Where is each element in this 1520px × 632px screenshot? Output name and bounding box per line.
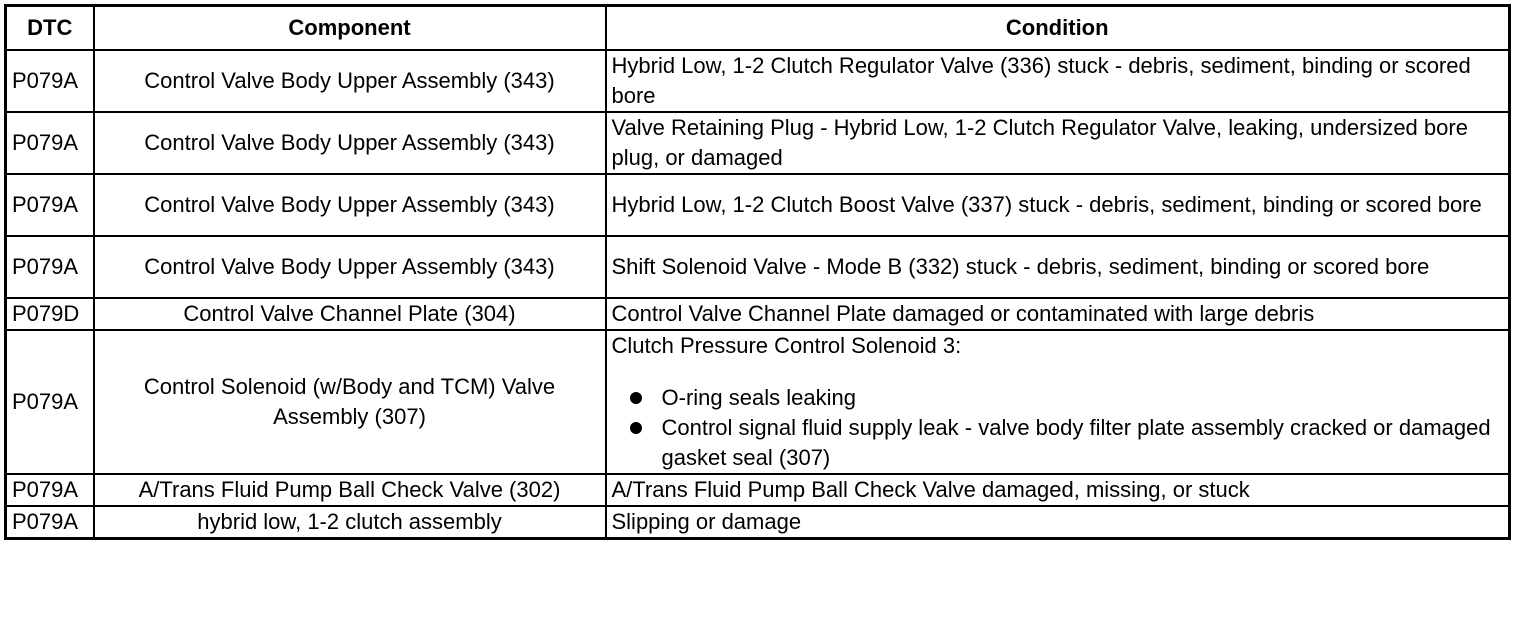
bullet-icon	[630, 422, 642, 434]
table-row	[6, 474, 1510, 506]
list-item	[612, 413, 1504, 473]
bullet-icon	[630, 392, 642, 404]
header-condition: Condition	[606, 6, 1510, 51]
bullet-text: Control signal fluid supply leak - valve body filter plate assembly cracked or damaged gasket seal (307)	[661, 415, 1491, 470]
table-row	[6, 174, 1510, 236]
dtc-cell: P079A	[6, 330, 94, 474]
condition-cell: Hybrid Low, 1-2 Clutch Regulator Valve (336) stuck - debris, sediment, binding or scored bore	[606, 50, 1510, 112]
dtc-table	[4, 4, 1511, 540]
table-row	[6, 236, 1510, 298]
dtc-cell: P079A	[6, 236, 94, 298]
component-cell: A/Trans Fluid Pump Ball Check Valve (302)	[94, 474, 606, 506]
component-cell: Control Valve Body Upper Assembly (343)	[94, 174, 606, 236]
list-item	[612, 383, 1504, 413]
condition-cell: Hybrid Low, 1-2 Clutch Boost Valve (337) stuck - debris, sediment, binding or scored bore	[606, 174, 1510, 236]
dtc-table-wrapper	[4, 4, 1511, 540]
table-header-row	[6, 6, 1510, 51]
dtc-cell: P079A	[6, 506, 94, 539]
dtc-cell: P079A	[6, 112, 94, 174]
component-cell: Control Valve Body Upper Assembly (343)	[94, 112, 606, 174]
dtc-cell: P079A	[6, 174, 94, 236]
dtc-cell: P079D	[6, 298, 94, 330]
condition-cell: Shift Solenoid Valve - Mode B (332) stuck - debris, sediment, binding or scored bore	[606, 236, 1510, 298]
condition-cell: A/Trans Fluid Pump Ball Check Valve damaged, missing, or stuck	[606, 474, 1510, 506]
component-cell: Control Valve Channel Plate (304)	[94, 298, 606, 330]
dtc-cell: P079A	[6, 50, 94, 112]
table-row	[6, 330, 1510, 474]
table-row	[6, 298, 1510, 330]
condition-cell: Valve Retaining Plug - Hybrid Low, 1-2 Clutch Regulator Valve, leaking, undersized bore plug, or damaged	[606, 112, 1510, 174]
condition-cell: Slipping or damage	[606, 506, 1510, 539]
component-cell: Control Valve Body Upper Assembly (343)	[94, 236, 606, 298]
header-dtc: DTC	[6, 6, 94, 51]
condition-cell	[606, 330, 1510, 474]
header-component: Component	[94, 6, 606, 51]
bullet-text: O-ring seals leaking	[661, 385, 856, 410]
condition-cell: Control Valve Channel Plate damaged or contaminated with large debris	[606, 298, 1510, 330]
table-row	[6, 112, 1510, 174]
condition-bullet-list	[612, 383, 1504, 473]
component-cell: Control Valve Body Upper Assembly (343)	[94, 50, 606, 112]
table-row	[6, 506, 1510, 539]
dtc-cell: P079A	[6, 474, 94, 506]
component-cell: Control Solenoid (w/Body and TCM) Valve Assembly (307)	[94, 330, 606, 474]
condition-intro-text: Clutch Pressure Control Solenoid 3:	[611, 333, 962, 358]
component-cell: hybrid low, 1-2 clutch assembly	[94, 506, 606, 539]
table-row	[6, 50, 1510, 112]
